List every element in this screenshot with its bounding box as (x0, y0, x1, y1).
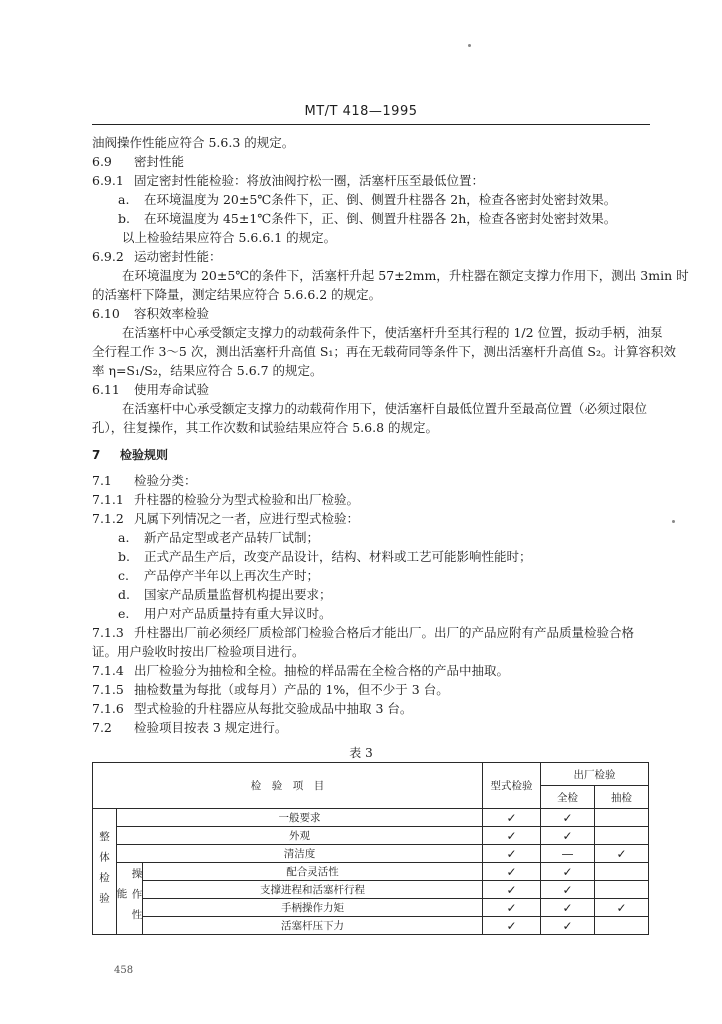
cell-sample-test (595, 917, 649, 935)
list-label: b. (118, 549, 130, 564)
section-title: 密封性能 (134, 154, 185, 169)
header-rule (92, 124, 650, 125)
list-text: 在环境温度为 20±5℃条件下，正、倒、侧置升柱器各 2h，检查各密封处密封效果。 (144, 192, 617, 207)
text-line: 油阀操作性能应符合 5.6.3 的规定。 (92, 135, 295, 150)
header-sample-test: 抽检 (595, 786, 649, 809)
section-text: 型式检验的升柱器应从每批交验成品中抽取 3 台。 (134, 701, 413, 716)
list-text: 国家产品质量监督机构提出要求； (144, 587, 332, 602)
section-text: 检验分类： (134, 473, 197, 488)
cell-full-test: ✓ (541, 863, 595, 881)
text-line: 全行程工作 3～5 次，测出活塞杆升高值 S₁；再在无载荷同等条件下，测出活塞杆升高值 S₂。计算容积效 (92, 344, 676, 359)
section-number: 7.1.2 (92, 511, 124, 526)
group-whole-inspection: 整体检验 (93, 809, 117, 935)
section-text: 运动密封性能： (134, 249, 222, 264)
cell-type-test: ✓ (483, 899, 541, 917)
section-text: 升柱器出厂前必须经厂质检部门检验合格后才能出厂。出厂的产品应附有产品质量检验合格 (134, 625, 635, 640)
list-item-d (118, 586, 332, 604)
section-title: 容积效率检验 (134, 306, 210, 321)
cell-type-test: ✓ (483, 881, 541, 899)
table-row (93, 809, 649, 827)
section-text: 固定密封性能检验：将放油阀拧松一圈，活塞杆压至最低位置： (134, 173, 485, 188)
list-item-b (118, 210, 616, 228)
table-row (93, 917, 649, 935)
row-name: 外观 (117, 827, 483, 845)
section-number: 7.1.6 (92, 701, 124, 716)
list-item-a (118, 529, 319, 547)
cell-sample-test (595, 809, 649, 827)
section-number: 7.2 (92, 720, 112, 735)
text-line: 在活塞杆中心承受额定支撑力的动载荷条件下，使活塞杆升至其行程的 1/2 位置，扳动手柄，油泵 (122, 325, 663, 340)
table-caption: 表 3 (349, 746, 373, 760)
header-item: 检 验 项 目 (93, 763, 483, 809)
text-line: 孔），往复操作，其工作次数和试验结果应符合 5.6.8 的规定。 (92, 420, 439, 435)
section-number: 7 (92, 448, 101, 462)
list-text: 正式产品生产后，改变产品设计，结构、材料或工艺可能影响性能时； (144, 549, 532, 564)
table-row (93, 827, 649, 845)
section-number: 6.10 (92, 306, 120, 321)
section-text: 抽检数量为每批（或每月）产品的 1%，但不少于 3 台。 (134, 682, 449, 697)
text-line: 以上检验结果应符合 5.6.6.1 的规定。 (122, 230, 337, 245)
section-text: 出厂检验分为抽检和全检。抽检的样品需在全检合格的产品中抽取。 (134, 663, 510, 678)
row-name: 清洁度 (117, 845, 483, 863)
list-item-e (118, 605, 332, 623)
section-7-2 (92, 719, 287, 737)
cell-type-test: ✓ (483, 845, 541, 863)
cell-sample-test (595, 881, 649, 899)
page-header: MT/T 418—1995 (304, 104, 418, 119)
section-text: 升柱器的检验分为型式检验和出厂检验。 (134, 492, 360, 507)
table-row (93, 881, 649, 899)
section-number: 7.1.1 (92, 492, 124, 507)
cell-full-test: ✓ (541, 899, 595, 917)
list-label: a. (118, 192, 130, 207)
section-7-1 (92, 472, 197, 490)
table-header-row (93, 763, 649, 786)
header-type-test: 型式检验 (483, 763, 541, 809)
inspection-table (92, 762, 649, 935)
cell-sample-test (595, 827, 649, 845)
list-label: e. (118, 606, 130, 621)
section-text: 凡属下列情况之一者，应进行型式检验： (134, 511, 360, 526)
text-line: 证。用户验收时按出厂检验项目进行。 (92, 644, 305, 659)
section-6-9-2 (92, 248, 222, 266)
list-item-b (118, 548, 532, 566)
group-operation-performance: 操作性能 (117, 863, 143, 935)
section-7-1-2 (92, 510, 359, 528)
section-6-9 (92, 153, 184, 171)
section-7-1-1 (92, 491, 359, 509)
section-number: 7.1.5 (92, 682, 124, 697)
row-name: 手柄操作力矩 (143, 899, 483, 917)
cell-type-test: ✓ (483, 809, 541, 827)
section-7-1-5 (92, 681, 449, 699)
section-6-9-1 (92, 172, 484, 190)
list-label: a. (118, 530, 130, 545)
section-number: 7.1.4 (92, 663, 124, 678)
section-6-10 (92, 305, 209, 323)
list-text: 在环境温度为 45±1℃条件下，正、倒、侧置升柱器各 2h，检查各密封处密封效果。 (144, 211, 617, 226)
section-number: 6.9.1 (92, 173, 124, 188)
list-item-a (118, 191, 616, 209)
section-number: 7.1 (92, 473, 112, 488)
cell-sample-test: ✓ (595, 899, 649, 917)
list-text: 新产品定型或老产品转厂试制； (144, 530, 320, 545)
section-number: 7.1.3 (92, 625, 124, 640)
section-7 (92, 446, 168, 464)
table-row (93, 845, 649, 863)
list-item-c (118, 567, 319, 585)
list-label: b. (118, 211, 130, 226)
section-number: 6.9 (92, 154, 112, 169)
text-line: 的活塞杆下降量，测定结果应符合 5.6.6.2 的规定。 (92, 287, 382, 302)
cell-full-test: ✓ (541, 809, 595, 827)
list-text: 产品停产半年以上再次生产时； (144, 568, 320, 583)
section-7-1-6 (92, 700, 412, 718)
text-line: 在环境温度为 20±5℃的条件下，活塞杆升起 57±2mm，升柱器在额定支撑力作用下，测出 3min 时 (122, 268, 689, 283)
section-number: 6.11 (92, 382, 120, 397)
cell-full-test: ✓ (541, 917, 595, 935)
text-line: 在活塞杆中心承受额定支撑力的动载荷作用下，使活塞杆自最低位置升至最高位置（必须过限位 (122, 401, 648, 416)
text-line: 率 η=S₁/S₂，结果应符合 5.6.7 的规定。 (92, 363, 323, 378)
scan-speck (672, 520, 675, 523)
cell-type-test: ✓ (483, 917, 541, 935)
section-7-1-4 (92, 662, 509, 680)
scan-speck (468, 44, 471, 47)
cell-sample-test (595, 863, 649, 881)
section-number: 6.9.2 (92, 249, 124, 264)
row-name: 活塞杆压下力 (143, 917, 483, 935)
section-7-1-3 (92, 624, 634, 642)
section-6-11 (92, 381, 209, 399)
row-name: 一般要求 (117, 809, 483, 827)
list-text: 用户对产品质量持有重大异议时。 (144, 606, 332, 621)
cell-type-test: ✓ (483, 863, 541, 881)
cell-type-test: ✓ (483, 827, 541, 845)
section-title: 检验规则 (120, 448, 169, 462)
section-title: 使用寿命试验 (134, 382, 210, 397)
list-label: d. (118, 587, 130, 602)
row-name: 支撑进程和活塞杆行程 (143, 881, 483, 899)
list-label: c. (118, 568, 129, 583)
table-row (93, 899, 649, 917)
header-full-test: 全检 (541, 786, 595, 809)
section-text: 检验项目按表 3 规定进行。 (134, 720, 288, 735)
cell-full-test: — (541, 845, 595, 863)
header-factory-test: 出厂检验 (541, 763, 649, 786)
cell-full-test: ✓ (541, 881, 595, 899)
cell-sample-test: ✓ (595, 845, 649, 863)
row-name: 配合灵活性 (143, 863, 483, 881)
cell-full-test: ✓ (541, 827, 595, 845)
page-number: 458 (114, 965, 134, 976)
table-row (93, 863, 649, 881)
